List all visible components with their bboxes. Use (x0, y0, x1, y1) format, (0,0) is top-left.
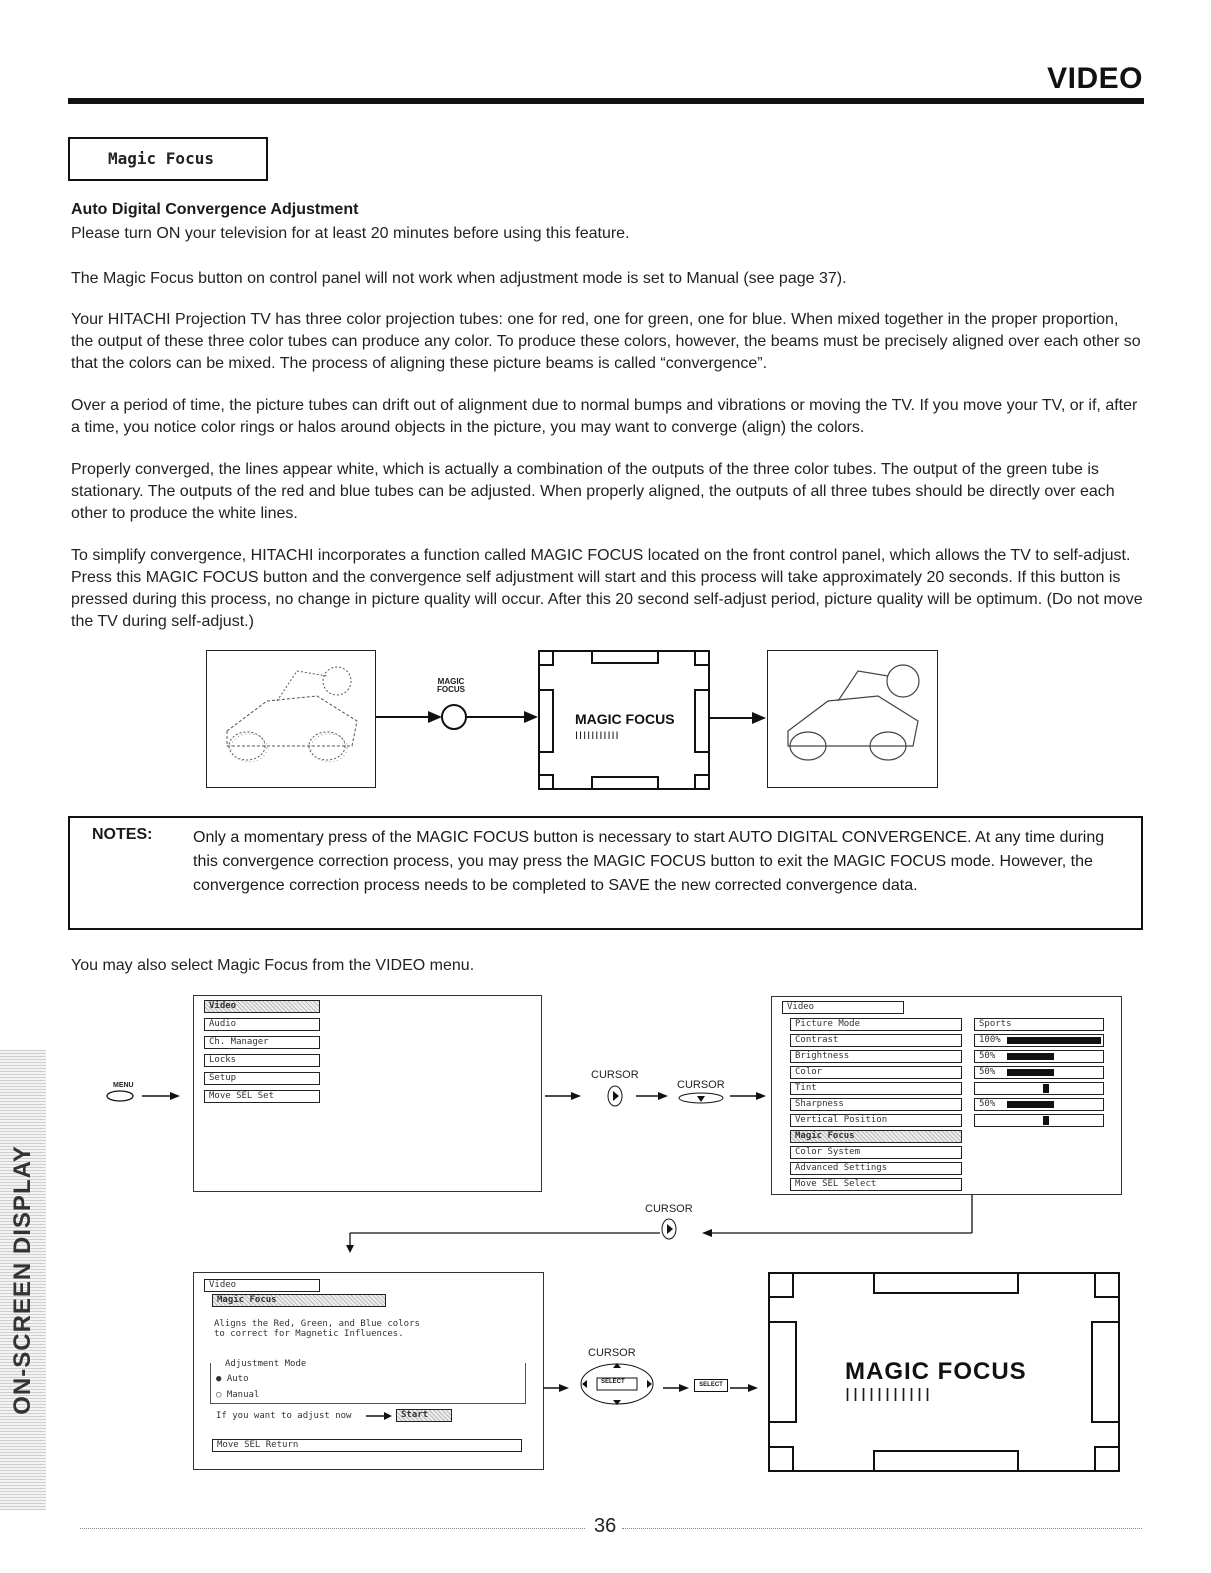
main-menu-footer: Move SEL Set (204, 1090, 320, 1103)
video-item-color[interactable]: Color (790, 1066, 962, 1079)
notes-text: Only a momentary press of the MAGIC FOCUS button is necessary to start AUTO DIGITAL CONVERGENCE. At any time during this convergence correction process, you may press the MAGIC FOCUS button to exit the MAGIC FOCUS mode. However, the convergence correction process needs to be completed to SAVE the new corrected convergence data. (193, 829, 1105, 894)
start-prompt: If you want to adjust now (216, 1411, 352, 1421)
video-item-sharpness[interactable]: Sharpness (790, 1098, 962, 1111)
notes-label: NOTES: (92, 826, 153, 843)
video-item-advanced-settings[interactable]: Advanced Settings (790, 1162, 962, 1175)
tint-level-marker (1043, 1084, 1049, 1093)
page-number: 36 (594, 1515, 617, 1537)
cursor-label-2: CURSOR (677, 1079, 725, 1091)
arrow-to-cursor-1 (545, 1088, 585, 1104)
start-button[interactable]: Start (396, 1409, 452, 1422)
paragraph-1: Please turn ON your television for at least 20 minutes before using this feature. (71, 225, 630, 242)
aligned-car-illustration (768, 651, 936, 786)
value-picture-mode: Sports (974, 1018, 1104, 1031)
tv-image-after (767, 650, 938, 788)
video-item-picture-mode[interactable]: Picture Mode (790, 1018, 962, 1031)
cursor-label-1: CURSOR (591, 1069, 639, 1081)
cursor-down-icon (676, 1092, 726, 1106)
menu-item-audio[interactable]: Audio (204, 1018, 320, 1031)
arrow-to-video-menu (730, 1088, 770, 1104)
menu-item-video[interactable]: Video (204, 1000, 320, 1013)
mf-description: Aligns the Red, Green, and Blue colors to correct for Magnetic Influences. (214, 1319, 420, 1339)
magic-focus-button-icon (442, 705, 466, 729)
cursor-right-icon-2 (657, 1217, 681, 1241)
video-item-color-system[interactable]: Color System (790, 1146, 962, 1159)
adjustment-mode-label: Adjustment Mode (222, 1359, 309, 1369)
menu-button-label: MENU (113, 1082, 134, 1089)
vertical-position-marker (1043, 1116, 1049, 1125)
select-button[interactable]: SELECT (694, 1379, 728, 1392)
arrow-to-select-button (663, 1380, 693, 1396)
misaligned-car-illustration (207, 651, 374, 786)
menu-item-ch-manager[interactable]: Ch. Manager (204, 1036, 320, 1049)
menu-button-icon (106, 1088, 186, 1108)
value-contrast: 100% (974, 1034, 1104, 1047)
paragraph-5: Properly converged, the lines appear white, which is actually a combination of the outputs of the three color tubes. The output of the green tube is stationary. The outputs of the red and blue tubes can be adjusted. When properly aligned, the outputs of all three tubes should be directly over each other to produce the white lines. (71, 461, 1115, 522)
cursor-label-4: CURSOR (588, 1347, 636, 1359)
menu-instruction: You may also select Magic Focus from the VIDEO menu. (71, 957, 475, 974)
start-arrow-icon (366, 1411, 394, 1421)
video-menu-footer: Move SEL Select (790, 1178, 962, 1191)
subheading: Auto Digital Convergence Adjustment (71, 201, 359, 218)
arrow-to-final-screen (730, 1380, 762, 1396)
tv-image-before (206, 650, 376, 788)
video-item-magic-focus[interactable]: Magic Focus (790, 1130, 962, 1143)
cursor-right-icon-1 (603, 1084, 627, 1108)
value-vertical-position (974, 1114, 1104, 1127)
mf-menu-title: Video (204, 1279, 320, 1292)
video-menu-screen (771, 996, 1122, 1195)
video-item-vertical-position[interactable]: Vertical Position (790, 1114, 962, 1127)
brightness-level-bar (1007, 1053, 1054, 1060)
header-rule (68, 98, 1144, 104)
magic-focus-menu-screen (193, 1272, 544, 1470)
menu-item-setup[interactable]: Setup (204, 1072, 320, 1085)
adj-auto-radio[interactable]: ● Auto (216, 1374, 249, 1384)
paragraph-2: The Magic Focus button on control panel will not work when adjustment mode is set to Manual (see page 37). (71, 270, 847, 287)
arrow-to-cursor-2 (636, 1088, 672, 1104)
flow-arrow-2 (710, 706, 770, 730)
video-item-brightness[interactable]: Brightness (790, 1050, 962, 1063)
select-pad-label: SELECT (601, 1379, 625, 1385)
sharpness-level-bar (1007, 1101, 1054, 1108)
flow-arrows-1 (376, 690, 546, 740)
video-item-contrast[interactable]: Contrast (790, 1034, 962, 1047)
footer-dots-right (622, 1528, 1142, 1529)
video-item-tint[interactable]: Tint (790, 1082, 962, 1095)
section-title: VIDEO (1047, 62, 1143, 95)
value-sharpness: 50% (974, 1098, 1104, 1111)
video-menu-title: Video (782, 1001, 904, 1014)
adj-manual-radio[interactable]: ○ Manual (216, 1390, 260, 1400)
paragraph-4: Over a period of time, the picture tubes can drift out of alignment due to normal bumps and vibrations or moving the TV. If you move your TV, or if, after a time, you notice color rings or halos around objects in the picture, you may want to converge (align) the colors. (71, 397, 1138, 436)
value-brightness: 50% (974, 1050, 1104, 1063)
mf-menu-footer: Move SEL Return (212, 1439, 522, 1452)
mf-menu-sub[interactable]: Magic Focus (212, 1294, 386, 1307)
screen-text-2: MAGIC FOCUS (845, 1358, 1027, 1385)
side-tab-label: ON-SCREEN DISPLAY (9, 1145, 36, 1415)
progress-bars-2: IIIIIIIIIII (845, 1385, 934, 1405)
cursor-label-3: CURSOR (645, 1203, 693, 1215)
paragraph-3: Your HITACHI Projection TV has three color projection tubes: one for red, one for green, one for blue. When mixed together in the proper proportion, the output of these three color tubes can produce any color. To produce these colors, however, the beams must be precisely aligned over each other so that the colors can be mixed. The process of aligning these picture beams is called “convergence”. (71, 311, 1141, 372)
progress-bars-1: IIIIIIIIIII (575, 730, 620, 742)
contrast-level-bar (1007, 1037, 1101, 1044)
paragraph-6: To simplify convergence, HITACHI incorporates a function called MAGIC FOCUS located on the front control panel, which allows the TV to self-adjust. Press this MAGIC FOCUS button and the convergence self adjustment will start and this process will take approximately 20 seconds. If this button is pressed during this process, no change in picture quality will occur. After this 20 second self-adjust period, picture quality will be optimum. (Do not move the TV during self-adjust.) (71, 547, 1143, 630)
magic-focus-button-label: MAGIC FOCUS (437, 677, 465, 694)
color-level-bar (1007, 1069, 1054, 1076)
arrow-to-select (543, 1380, 573, 1396)
value-color: 50% (974, 1066, 1104, 1079)
value-tint (974, 1082, 1104, 1095)
menu-label-box: Magic Focus (68, 137, 268, 181)
menu-item-locks[interactable]: Locks (204, 1054, 320, 1067)
main-menu-screen (193, 995, 542, 1192)
footer-dots-left (80, 1528, 585, 1529)
screen-text-1: MAGIC FOCUS (575, 711, 675, 727)
